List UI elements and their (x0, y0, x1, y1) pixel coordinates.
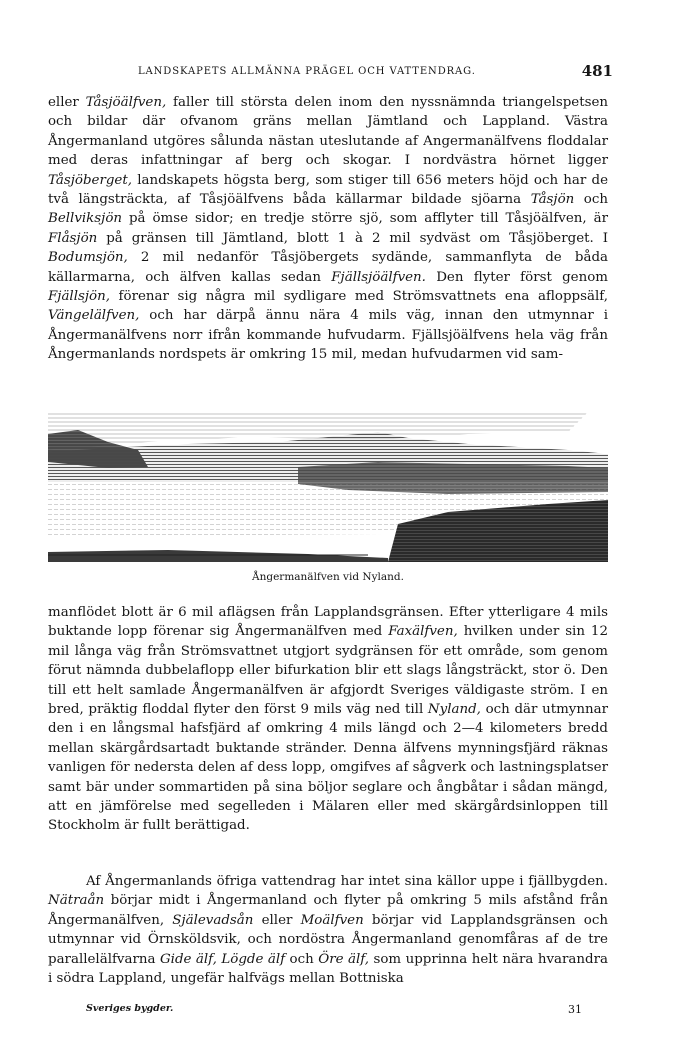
italic-term: Tåsjön (530, 192, 575, 208)
text-run: Den flyter först genom (425, 269, 608, 285)
italic-term: Nätraån (48, 893, 105, 909)
italic-term: Tåsjöberget, (48, 172, 132, 188)
text-run: på ömse sidor; en tredje större sjö, som afflyter till Tåsjöälfven, är (122, 211, 608, 227)
text-run: och har därpå ännu nära 4 mils väg, innan den utmynnar i Ångermanälfvens norr ifrån kommande hufvudarm. Fjällsjöälfvens hela väg från Ångermanlands nordspets är omkring 15 mil, medan hufvudarmen vid sam- (48, 308, 608, 363)
text-run: och där utmynnar den i en långsmal hafsfjärd af omkring 4 mils längd och 2—4 kilometers bredd mellan skärgårdsartadt buktande stränder. Denna älfvens mynningsfjärd räknas vanligen för nedersta delen af dess lopp, omgifves af sågverk och lastningsplatser samt bär under sommartiden på sina böljor seglare och ångbåtar i sådan mängd, att en jämförelse med segelleden i Mälaren eller med skärgårdsinloppen till Stockholm är fullt berättigad. (48, 702, 608, 834)
text-run: börjar midt i Ångermanland och flyter på omkring 5 mils afstånd från Ångermanälfven, (48, 893, 608, 928)
text-run: landskapets högsta berg, som stiger till 656 meters höjd och har de två längsträckta, af Tåsjöälfvens båda källarmar bildade sjöarna (48, 172, 608, 208)
body-paragraph-2 (48, 603, 608, 836)
italic-term: Fjällsjön, (48, 289, 110, 305)
text-run: hvilken under sin 12 mil långa väg från Strömsvattnet utgjort sydgränsen för ett område, som genom förut nämnda dubbelaflopp eller bifurkation blir ett slags långsträckt, stor ö. Den till ett helt samlade Ångermanälfven är afgjordt Sveriges väldigaste ström. I en bred, präktig floddal flyter den först 9 mils väg ned till (48, 624, 608, 718)
running-title: LANDSKAPETS ALLMÄNNA PRÄGEL OCH VATTENDRAG. (138, 66, 476, 77)
text-run: 2 mil nedanför Tåsjöbergets sydände, sammanflyta de båda källarmarna, och älfven kallas sedan (48, 250, 608, 285)
italic-term: Nyland, (427, 702, 481, 718)
italic-term: Gide älf, Lögde älf (159, 951, 286, 967)
italic-term: Fjällsjöälfven. (331, 269, 426, 285)
text-run: och (574, 192, 608, 208)
text-run: faller till största delen inom den nyssnämnda triangelspetsen och bildar där ofvanom gräns mellan Jämtland och Lappland. Västra Ångermanland utgöres sålunda nästan uteslutande af Angermanälfvens floddalar med deras infattningar af berg och skogar. I nordvästra hörnet ligger (48, 95, 609, 169)
text-run: som upprinna helt nära hvarandra i södra Lappland, ungefär halfvägs mellan Bottniska (48, 951, 608, 987)
page-footer (86, 1003, 582, 1019)
far-bank (298, 462, 608, 494)
signature-mark: Sveriges bygder. (86, 1003, 174, 1014)
body-paragraph-3 (48, 872, 608, 988)
italic-term: Faxälfven, (388, 624, 458, 640)
text-run: Af Ångermanlands öfriga vattendrag har intet sina källor uppe i fjällbygden. (86, 874, 608, 889)
italic-term: Bellviksjön (48, 211, 123, 227)
page-number: 481 (581, 62, 613, 80)
figure-caption: Ångermanälfven vid Nyland. (252, 571, 404, 583)
landscape-engraving (48, 412, 608, 562)
italic-term: Flåsjön (48, 230, 98, 246)
italic-term: Tåsjöälfven, (85, 95, 167, 110)
running-header (48, 62, 613, 82)
text-run: på gränsen till Jämtland, blott 1 à 2 mil sydväst om Tåsjöberget. I (97, 230, 608, 246)
italic-term: Bodumsjön, (48, 250, 128, 266)
text-run: manflödet blott är 6 mil aflägsen från Lapplandsgränsen. Efter ytterligare 4 mils buktande lopp förenar sig Ångermanälfven med (48, 605, 608, 640)
italic-term: Vängelälfven, (48, 308, 140, 324)
body-paragraph-1 (48, 93, 608, 365)
text-run: och (285, 951, 319, 967)
text-run: eller (48, 95, 86, 110)
italic-term: Själevadsån (172, 912, 254, 928)
italic-term: Öre älf, (318, 951, 369, 967)
text-run: eller (253, 912, 301, 928)
italic-term: Moälfven (300, 912, 364, 928)
text-run: förenar sig några mil sydligare med Strömsvattnets ena afloppsälf, (109, 289, 608, 305)
sheet-number: 31 (568, 1003, 582, 1016)
engraving-illustration (48, 412, 608, 562)
text-run: börjar vid Lapplandsgränsen och utmynnar vid Örnsköldsvik, och nordöstra Ångermanland genomfåras af de tre parallelälfvarna (48, 912, 608, 967)
